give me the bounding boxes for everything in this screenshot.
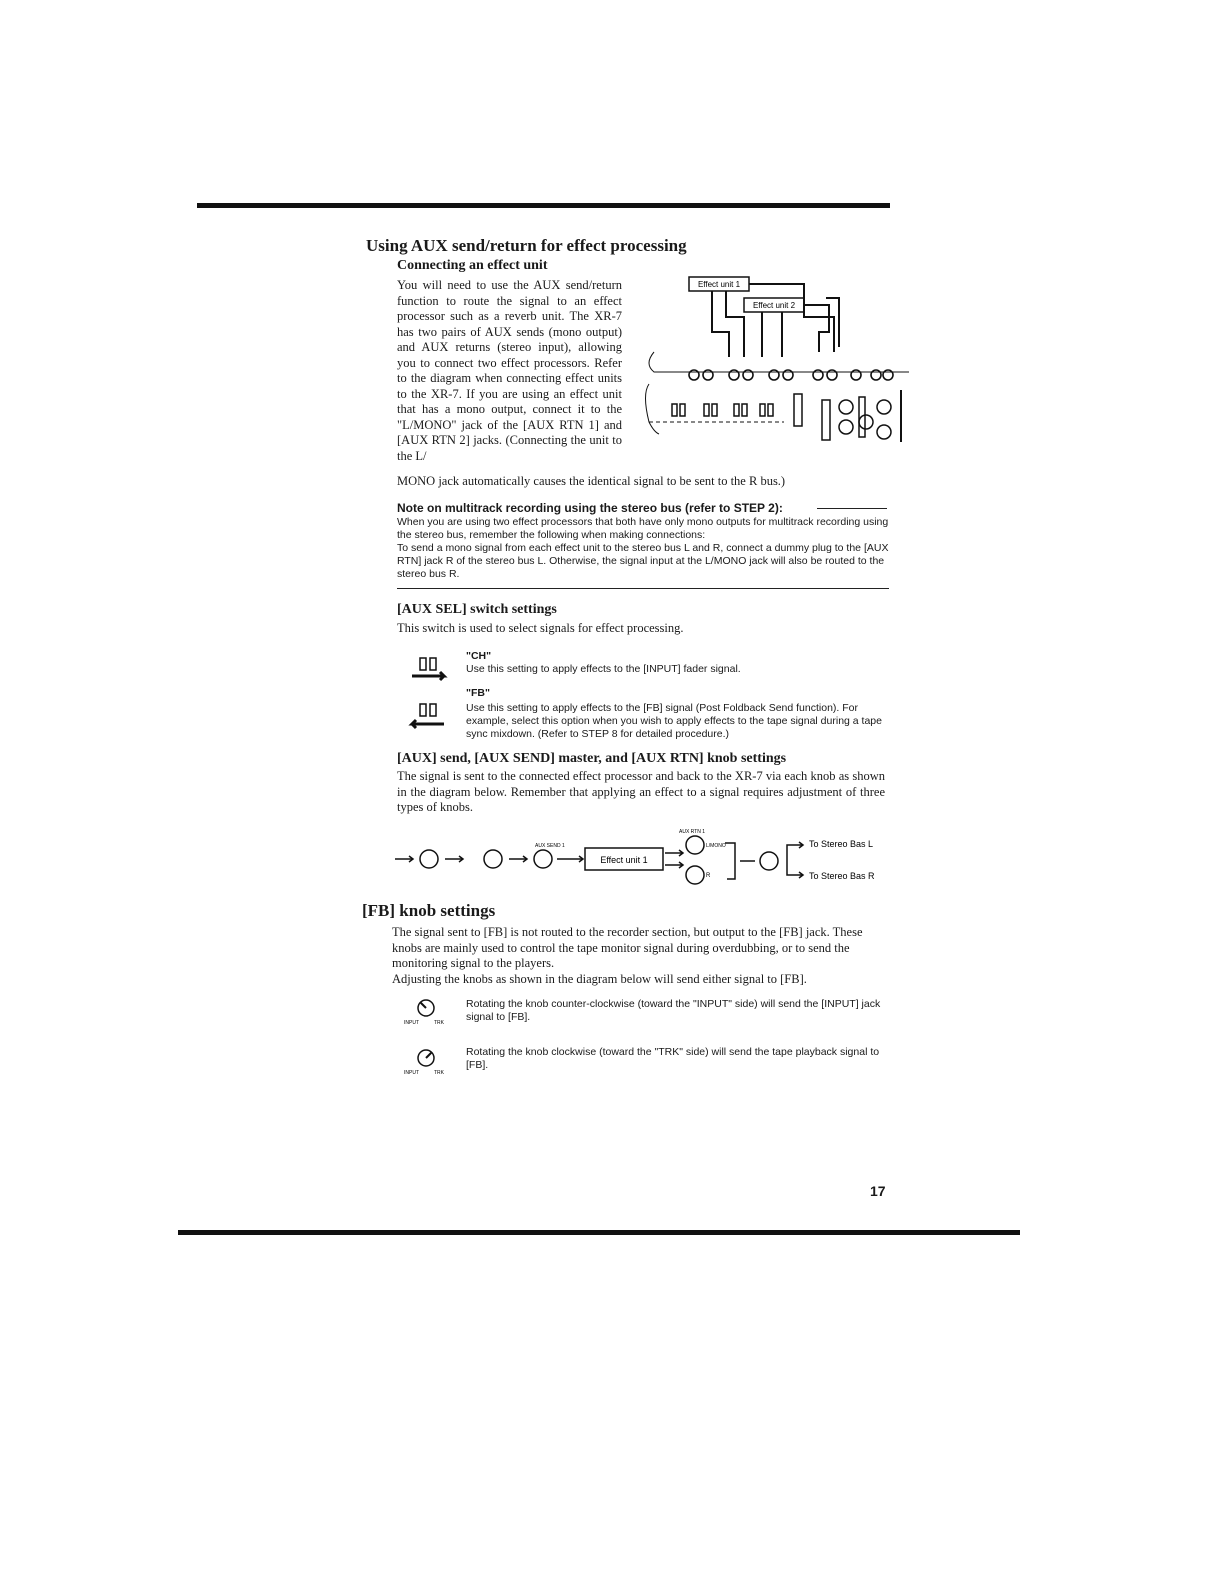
switch-ch-icon (400, 648, 452, 684)
aux-rtn-r-jack (686, 866, 704, 884)
aux-rtn-l-jack (686, 836, 704, 854)
r-label: R (706, 873, 711, 879)
ch-text: Use this setting to apply effects to the [INPUT] fader signal. (466, 663, 741, 675)
fb-knob-cw-icon (400, 1040, 450, 1076)
top-rule (197, 203, 890, 208)
to-stereo-r: To Stereo Bas R (809, 871, 875, 881)
note-title-rule (817, 508, 887, 509)
note-title: Note on multitrack recording using the stereo bus (refer to STEP 2): (397, 501, 783, 515)
aux-sel-intro: This switch is used to select signals for effect processing. (397, 621, 684, 635)
aux-rtn-knob (760, 852, 778, 870)
aux-sel-heading: [AUX SEL] switch settings (397, 602, 557, 617)
aux-rtn-label: AUX RTN 1 (679, 829, 706, 835)
fb-section-title: [FB] knob settings (362, 901, 496, 920)
effect-unit-2-label: Effect unit 2 (752, 301, 796, 310)
fb-text: Use this setting to apply effects to the [FB] signal (Post Foldback Send function). For example, select this option when you wish to apply effects to the tape signal during a tape sync mixdown. (Refer to STEP 8 for detailed procedure.) (466, 702, 882, 740)
note-body-2: To send a mono signal from each effect unit to the stereo bus L and R, connect a dummy plug to the [AUX RTN] jack R of the stereo bus L. Otherwise, the signal input at the L/MONO jack will also be routed to the stereo bus R. (397, 542, 889, 580)
aux-send-knob (420, 850, 438, 868)
fb-label: "FB" (466, 687, 490, 699)
fb-ccw-text: Rotating the knob counter-clockwise (toward the "INPUT" side) will send the [INPUT] jack signal to [FB]. (466, 998, 881, 1023)
fb-knob-ccw-icon (400, 992, 450, 1028)
section-title: Using AUX send/return for effect processing (366, 236, 687, 255)
knobs-heading: [AUX] send, [AUX SEND] master, and [AUX RTN] knob settings (397, 751, 787, 766)
ch-label: "CH" (466, 650, 492, 662)
fb-section-text: The signal sent to [FB] is not routed to the recorder section, but output to the [FB] jack. These knobs are mainly used to control the tape monitor signal during overdubbing, or to send the monitoring signal to the players. (392, 925, 863, 970)
connecting-heading: Connecting an effect unit (397, 258, 548, 273)
effect-unit-1-label: Effect unit 1 (697, 280, 741, 289)
note-body (397, 516, 889, 581)
fader-row (672, 404, 773, 416)
to-stereo-l: To Stereo Bas L (809, 839, 874, 849)
note-rule (397, 588, 889, 589)
connection-diagram (634, 272, 914, 472)
cable-lines (712, 284, 839, 357)
knobs-text: The signal is sent to the connected effect processor and back to the XR-7 via each knob as shown in the diagram below. Remember that applying an effect to a signal requires adjustment of three types of knobs. (397, 769, 885, 814)
note-body-1: When you are using two effect processors that both have only mono outputs for multitrack recording using the stereo bus, remember the following when making connections: (397, 516, 889, 541)
aux-send-master-knob (484, 850, 502, 868)
l-mono-label: L/MONO (706, 843, 726, 849)
knob-signal-diagram (395, 825, 895, 890)
connecting-intro-cont: MONO jack automatically causes the identical signal to be sent to the R bus.) (397, 474, 786, 488)
fb-section-text2: Adjusting the knobs as shown in the diagram below will send either signal to [FB]. (392, 972, 807, 986)
svg-text:TRK: TRK (434, 1070, 444, 1076)
connecting-intro: You will need to use the AUX send/return function to route the signal to an effect processor such as a reverb unit. The XR-7 has two pairs of AUX sends (mono output) and AUX returns (stereo input), allowing you to connect two effect processors. Refer to the diagram when connecting effect units to the XR-7. If you are using an effect unit that has a mono output, connect it to the "L/MONO" jack of the [AUX RTN 1] and [AUX RTN 2] jacks. (Connecting the unit to the L/ (397, 278, 622, 463)
svg-text:INPUT: INPUT (404, 1020, 419, 1026)
knob-cluster (794, 394, 891, 440)
aux-send-label: AUX SEND 1 (535, 843, 565, 849)
effect-unit-label: Effect unit 1 (600, 855, 648, 865)
aux-send-jack (534, 850, 552, 868)
fb-cw-text: Rotating the knob clockwise (toward the "TRK" side) will send the tape playback signal to [FB]. (466, 1046, 880, 1071)
svg-text:TRK: TRK (434, 1020, 444, 1026)
page-number: 17 (870, 1183, 886, 1199)
bottom-rule (178, 1230, 1020, 1235)
switch-fb-icon (400, 696, 452, 732)
svg-text:INPUT: INPUT (404, 1070, 419, 1076)
